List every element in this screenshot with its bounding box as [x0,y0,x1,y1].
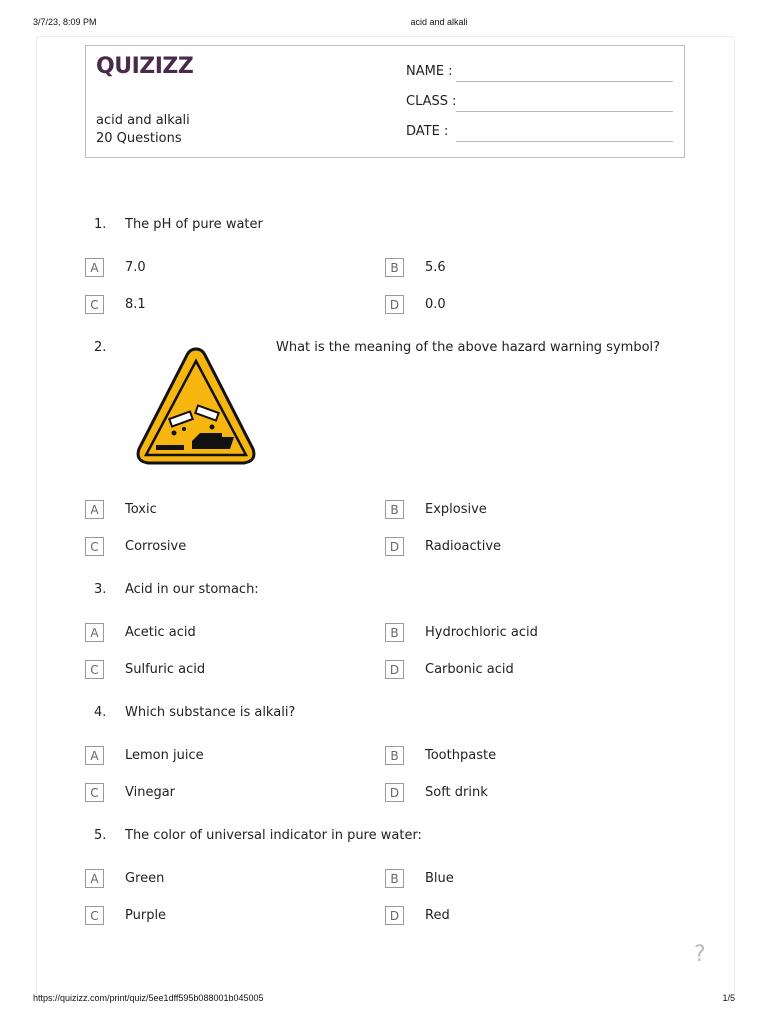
question-text: The pH of pure water [125,217,263,232]
question-number: 3. [94,582,107,597]
option-c-box[interactable]: C [85,660,104,679]
option-a-text: Green [125,871,165,886]
option-a-text: 7.0 [125,260,146,275]
option-a-box[interactable]: A [85,623,104,642]
class-label: CLASS : [406,94,457,109]
option-d-box[interactable]: D [385,783,404,802]
option-d-text: Radioactive [425,539,502,554]
question-text: Which substance is alkali? [125,705,296,720]
question-count: 20 Questions [96,131,182,146]
option-d-box[interactable]: D [385,295,404,314]
option-b-box[interactable]: B [385,500,404,519]
quizizz-logo: QUIZIZZ [96,54,194,79]
option-a-box[interactable]: A [85,869,104,888]
print-doc-title: acid and alkali [410,17,468,27]
print-page-number: 1/5 [722,993,735,1003]
option-b-box[interactable]: B [385,746,404,765]
option-b-box[interactable]: B [385,869,404,888]
option-a-box[interactable]: A [85,258,104,277]
question-number: 4. [94,705,107,720]
question-text: What is the meaning of the above hazard warning symbol? [276,340,661,355]
option-d-box[interactable]: D [385,660,404,679]
option-b-text: Hydrochloric acid [425,625,538,640]
option-d-box[interactable]: D [385,906,404,925]
option-b-text: Explosive [425,502,487,517]
option-c-box[interactable]: C [85,783,104,802]
option-a-text: Acetic acid [125,625,196,640]
print-datetime: 3/7/23, 8:09 PM [33,17,97,27]
option-c-text: Purple [125,908,167,923]
help-icon[interactable]: ? [694,942,706,967]
option-d-text: Soft drink [425,785,488,800]
option-b-text: 5.6 [425,260,446,275]
date-label: DATE : [406,124,449,139]
option-b-text: Blue [425,871,454,886]
option-c-text: Vinegar [125,785,176,800]
option-b-box[interactable]: B [385,623,404,642]
quiz-title: acid and alkali [96,113,190,128]
option-d-text: Carbonic acid [425,662,514,677]
option-a-box[interactable]: A [85,746,104,765]
option-d-text: 0.0 [425,297,446,312]
question-number: 2. [94,340,107,355]
date-field[interactable] [456,141,673,142]
class-field[interactable] [456,111,673,112]
worksheet-header [85,45,685,158]
option-d-text: Red [425,908,450,923]
option-c-box[interactable]: C [85,295,104,314]
question-number: 1. [94,217,107,232]
option-c-text: Sulfuric acid [125,662,206,677]
option-c-box[interactable]: C [85,906,104,925]
option-c-text: Corrosive [125,539,187,554]
option-a-text: Lemon juice [125,748,204,763]
name-field[interactable] [456,81,673,82]
option-c-box[interactable]: C [85,537,104,556]
option-c-text: 8.1 [125,297,146,312]
option-b-box[interactable]: B [385,258,404,277]
option-b-text: Toothpaste [425,748,497,763]
question-text: The color of universal indicator in pure water: [125,828,422,843]
option-d-box[interactable]: D [385,537,404,556]
question-text: Acid in our stomach: [125,582,259,597]
corrosive-hazard-icon [126,337,266,477]
name-label: NAME : [406,64,453,79]
option-a-box[interactable]: A [85,500,104,519]
question-number: 5. [94,828,107,843]
print-url: https://quizizz.com/print/quiz/5ee1dff595b088001b045005 [33,993,264,1003]
option-a-text: Toxic [125,502,157,517]
